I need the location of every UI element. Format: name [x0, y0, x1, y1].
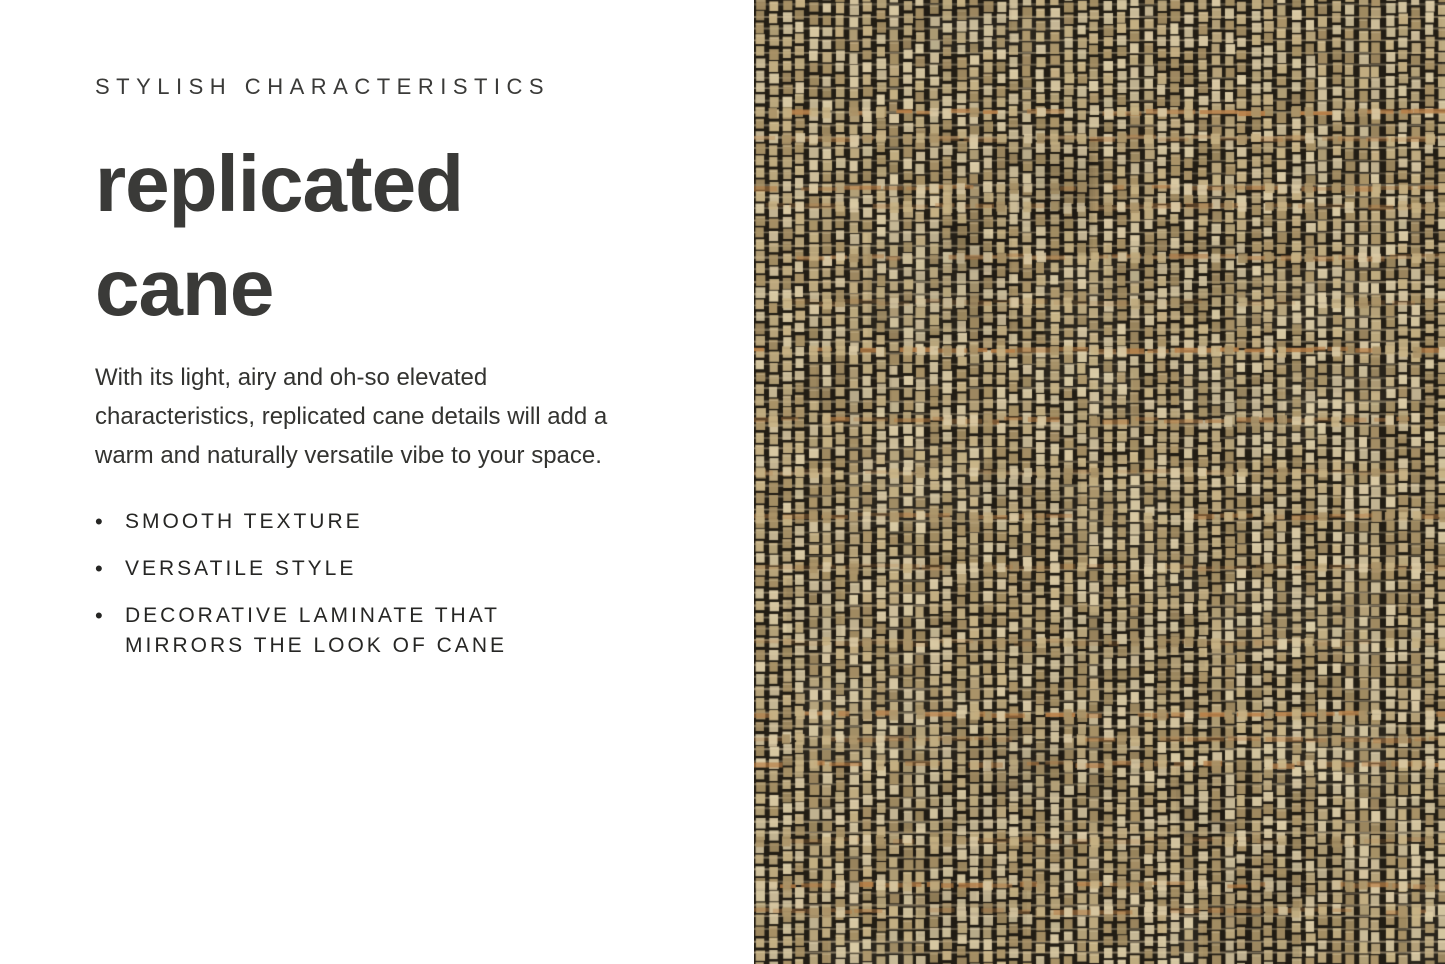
feature-list [95, 507, 695, 661]
texture-panel [754, 0, 1445, 964]
eyebrow-label: STYLISH CHARACTERISTICS [95, 74, 551, 99]
feature-item: • VERSATILE STYLE [95, 554, 565, 584]
content-panel [95, 0, 695, 964]
description-text: With its light, airy and oh-so elevated characteristics, replicated cane details will add a warm and naturally versatile vibe to your space. [95, 364, 608, 469]
cane-texture-image [754, 0, 1445, 964]
feature-item: • DECORATIVE LAMINATE THAT MIRRORS THE LOOK OF CANE [95, 601, 565, 661]
page-title: replicated cane [95, 139, 463, 332]
feature-item: • SMOOTH TEXTURE [95, 507, 565, 537]
